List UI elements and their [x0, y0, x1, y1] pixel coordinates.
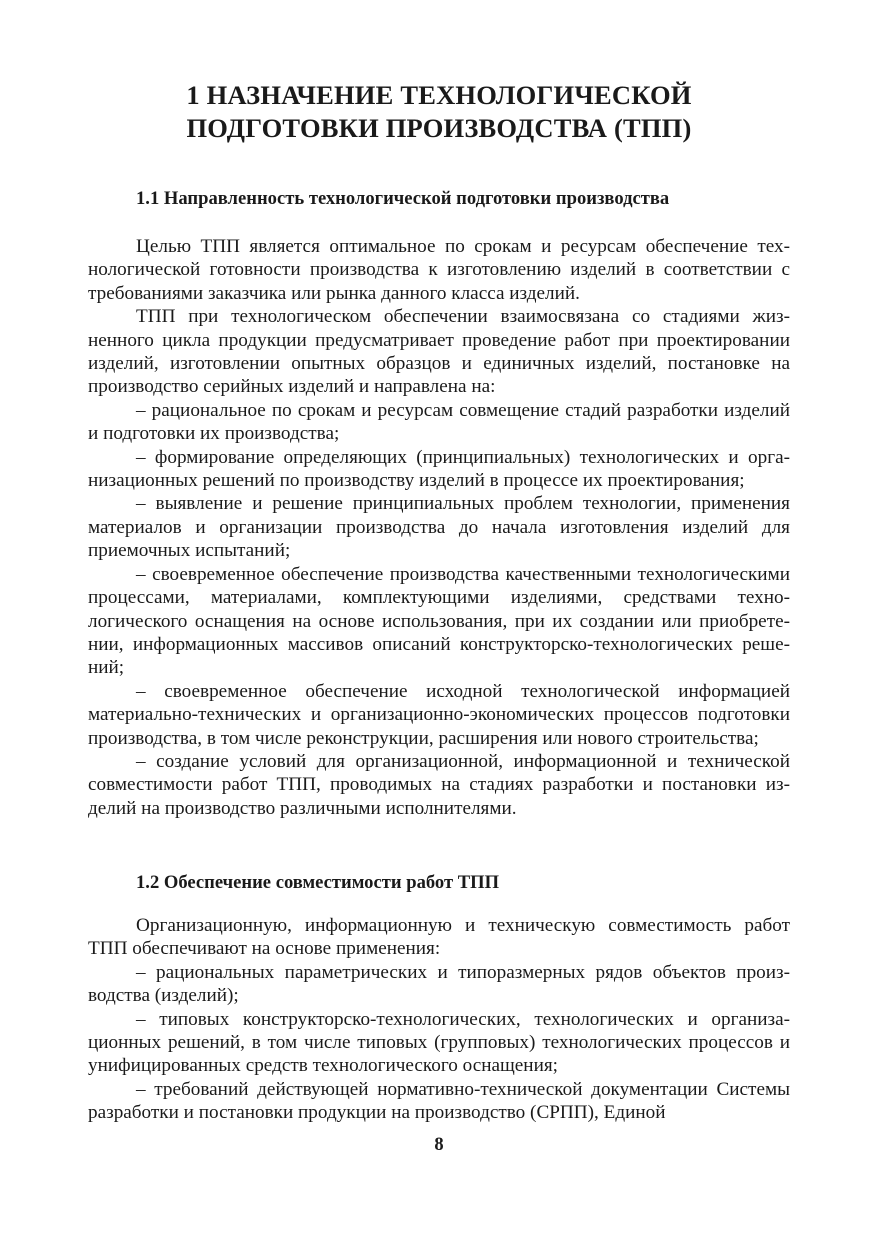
list-item: – создание условий для организационной, информационной и технической совместимости работ ТПП, проводимых на стадиях разработки и постановки изделий на производство различными исполнителями.	[88, 750, 790, 819]
list-item: – выявление и решение принципиальных проблем технологии, применения материалов и организации производства до начала изготовления изделий для приемочных испытаний;	[88, 493, 790, 562]
list-item: – рациональных параметрических и типоразмерных рядов объектов производства (изделий);	[88, 961, 790, 1007]
paragraph: Организационную, информационную и техническую совместимость работ ТПП обеспечивают на основе применения:	[88, 915, 790, 960]
chapter-title: 1 НАЗНАЧЕНИЕ ТЕХНОЛОГИЧЕСКОЙ ПОДГОТОВКИ ПРОИЗВОДСТВА (ТПП)	[186, 80, 692, 143]
paragraph: Целью ТПП является оптимальное по срокам и ресурсам обеспечение технологической готовности производства к изготовлению изделий в соответствии с требованиями заказчика или рынка данного класса изделий.	[88, 236, 790, 304]
list-item: – формирование определяющих (принципиальных) технологических и организационных решений по производству изделий в процессе их проектирования;	[88, 446, 790, 492]
section-1-1-body	[88, 235, 790, 820]
page-number: 8	[434, 1135, 444, 1155]
section-title-1-2: 1.2 Обеспечение совместимости работ ТПП	[136, 872, 500, 893]
list-item: – своевременное обеспечение производства качественными технологическими процессами, материалами, комплектующими изделиями, средствами технологического оснащения на основе использования, при их создании или приобретении, информационных массивов описаний конструкторско-технологических решений;	[88, 563, 790, 679]
list-item: – рациональное по срокам и ресурсам совмещение стадий разработки изделий и подготовки их производства;	[88, 399, 790, 445]
list-item: – типовых конструкторско-технологических, технологических и организационных решений, в том числе типовых (групповых) технологических процессов и унифицированных средств технологического оснащения;	[88, 1008, 790, 1077]
section-1-2-body	[88, 914, 790, 1125]
paragraph: ТПП при технологическом обеспечении взаимосвязана со стадиями жизненного цикла продукции предусматривает проведение работ при проектировании изделий, изготовлении опытных образцов и единичных изделий, постановке на производство серийных изделий и направлена на:	[88, 306, 790, 398]
list-item: – своевременное обеспечение исходной технологической информацией материально-технических и организационно-экономических процессов подготовки производства, в том числе реконструкции, расширения или нового строительства;	[88, 680, 790, 749]
list-item: – требований действующей нормативно-технической документации Системы разработки и постановки продукции на производство (СРПП), Единой	[88, 1078, 790, 1124]
section-title-1-1: 1.1 Направленность технологической подготовки производства	[136, 188, 670, 209]
